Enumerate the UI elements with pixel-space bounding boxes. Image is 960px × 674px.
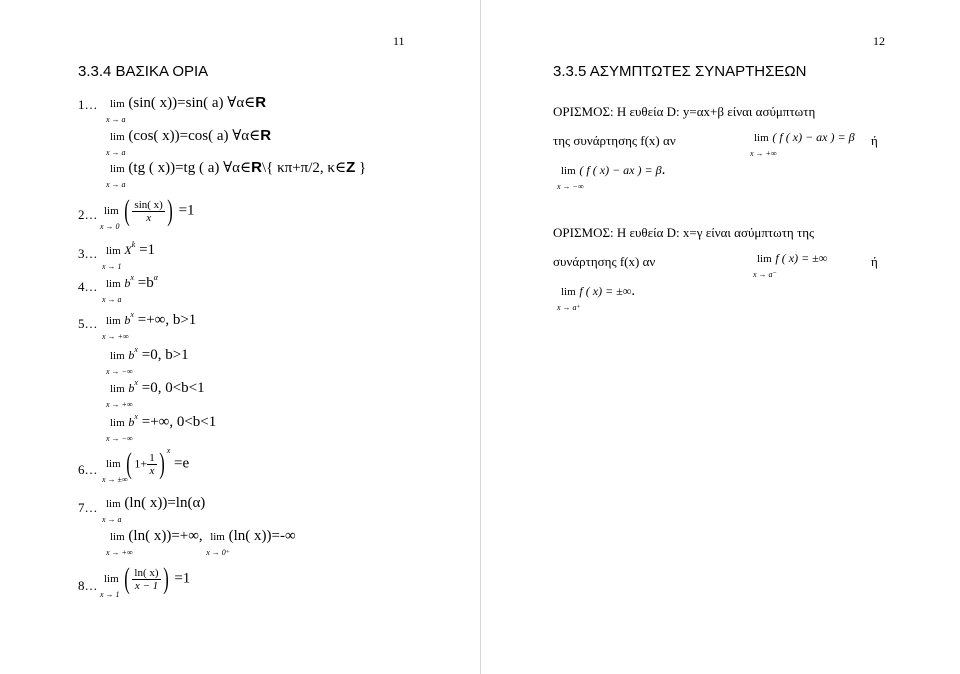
definition-2-line-3: lim x → a⁺ f ( x) = ±∞. bbox=[557, 283, 636, 312]
formula-5b: lim x → −∞ $b^x =0$, b>1 bbox=[106, 345, 189, 376]
formula-3: lim x → 1 $X^k =1$ bbox=[102, 240, 156, 271]
formula-1b: lim x → a (cos( x))=cos( a) ∀α∈R bbox=[106, 127, 272, 157]
lim-operator: lim x → a bbox=[106, 131, 126, 157]
definition-1-line-3: lim x → −∞ ( f ( x) − ax ) = β. bbox=[557, 162, 666, 191]
section-heading: 3.3.4 ΒΑΣΙΚΑ ΟΡΙΑ bbox=[78, 63, 209, 80]
lim-operator: lim x → 1 bbox=[102, 245, 122, 271]
formula-6: lim x → ±∞ ( 1+ $\frac{1}{x}$ ) $^x$ =e bbox=[102, 446, 190, 484]
right-page bbox=[481, 0, 960, 674]
page-number: 11 bbox=[393, 34, 405, 48]
lim-operator: lim x → a bbox=[106, 163, 126, 189]
item-index: 3… bbox=[78, 246, 98, 261]
formula-1c: lim x → a (tg ( x))=tg ( a) ∀α∈R\{ κπ+π/2, κ∈Z } bbox=[106, 159, 367, 189]
lim-operator: lim x → a⁻ bbox=[753, 253, 777, 279]
item-index: 4… bbox=[78, 279, 98, 294]
fraction: $\frac{\ln( x)}{x - 1}$ bbox=[134, 566, 159, 592]
definition-1-expr: lim x → +∞ ( f ( x) − ax ) = β bbox=[750, 130, 855, 158]
lim-operator: lim x → −∞ bbox=[106, 350, 133, 376]
lim-operator: lim x → −∞ bbox=[106, 417, 133, 443]
formula-4: lim x → a $b^x =b^\alpha$ bbox=[102, 273, 158, 304]
definition-2-line-2: συνάρτησης f(x) αν bbox=[553, 254, 656, 269]
lim-operator: lim x → a⁺ bbox=[557, 286, 581, 312]
item-index: 1… bbox=[78, 97, 98, 112]
definition-1-or: ή bbox=[871, 133, 878, 148]
lim-operator: lim x → +∞ bbox=[106, 383, 133, 409]
lim-operator: lim x → 1 bbox=[100, 572, 120, 599]
item-index: 2… bbox=[78, 207, 98, 222]
lim-operator: lim x → +∞ bbox=[102, 315, 129, 341]
formula-2: lim x → 0 ( $\frac{\sin( x)}{x}$ ) =1 bbox=[100, 194, 195, 231]
lim-operator: lim x → a bbox=[102, 498, 122, 524]
definition-1-line-1: ΟΡΙΣΜΟΣ: Η ευθεία D: y=αx+β είναι ασύμπτωτη bbox=[553, 104, 816, 119]
formula-7b: lim x → +∞ (ln( x))=+∞, lim x → 0⁺ (ln( x))=-∞ bbox=[106, 528, 296, 557]
formula-1a: lim x → a (sin( x))=sin( a) ∀α∈R bbox=[106, 94, 267, 124]
lim-operator: lim x → +∞ bbox=[106, 531, 133, 557]
lim-operator: lim x → a bbox=[102, 278, 122, 304]
formula-7a: lim x → a (ln( x))=ln(α) bbox=[102, 495, 206, 524]
fraction: $\frac{\sin( x)}{x}$ bbox=[134, 198, 163, 224]
definition-2-line-1: ΟΡΙΣΜΟΣ: Η ευθεία D: x=γ είναι ασύμπτωτη της bbox=[553, 225, 815, 240]
lim-operator: lim x → 0⁺ bbox=[206, 531, 230, 557]
section-heading: 3.3.5 ΑΣΥΜΠΤΩΤΕΣ ΣΥΝΑΡΤΗΣΕΩΝ bbox=[553, 63, 807, 80]
item-index: 8… bbox=[78, 578, 98, 593]
definition-2-expr: lim x → a⁻ f ( x) = ±∞ bbox=[753, 251, 828, 279]
formula-5c: lim x → +∞ $b^x =0$, 0<b<1 bbox=[106, 378, 205, 409]
formula-5a: lim x → +∞ $b^x$ =+∞, b>1 bbox=[102, 310, 197, 341]
lim-operator: lim x → a bbox=[106, 98, 126, 124]
item-index: 5… bbox=[78, 316, 98, 331]
formula-5d: lim x → −∞ $b^x$ =+∞, 0<b<1 bbox=[106, 412, 217, 443]
lim-operator: lim x → 0 bbox=[100, 204, 120, 231]
definition-1-line-2: της συνάρτησης f(x) αν bbox=[553, 133, 676, 148]
fraction: $\frac{1}{x}$ bbox=[149, 451, 155, 477]
item-index: 7… bbox=[78, 500, 98, 515]
lim-operator: lim x → +∞ bbox=[750, 132, 777, 158]
formula-8: lim x → 1 ( $\frac{\ln( x)}{x - 1}$ ) =1 bbox=[100, 562, 191, 599]
lim-operator: lim x → −∞ bbox=[557, 165, 584, 191]
page-number: 12 bbox=[873, 34, 885, 48]
definition-2-or: ή bbox=[871, 254, 878, 269]
lim-operator: lim x → ±∞ bbox=[102, 457, 128, 484]
item-index: 6… bbox=[78, 462, 98, 477]
